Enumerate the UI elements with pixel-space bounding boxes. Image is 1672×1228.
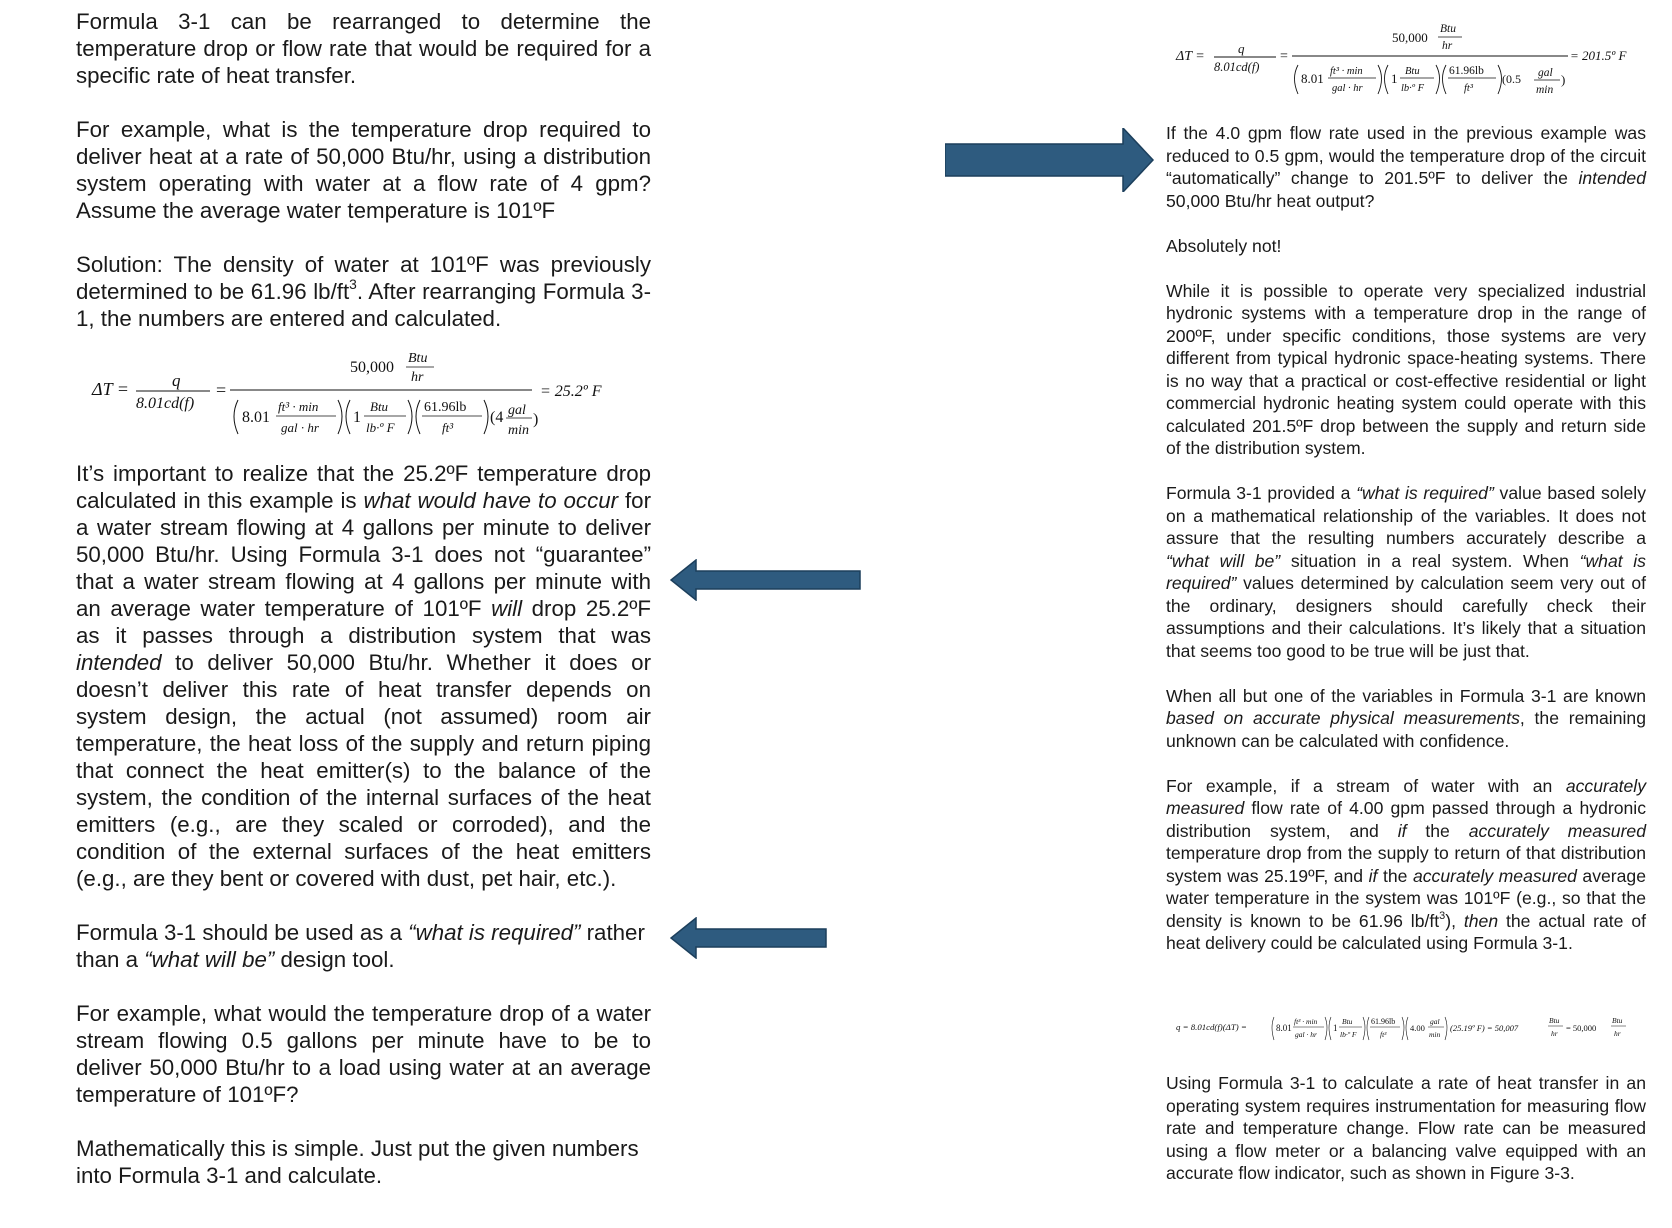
arrow-left-icon	[670, 917, 828, 959]
text-run: the actual rate of heat delivery could be calculated using Formula 3-1.	[1166, 910, 1647, 953]
emphasis: accurately measured	[1412, 865, 1577, 886]
paragraph: Absolutely not!	[1166, 235, 1282, 256]
eq-equals: =	[1280, 49, 1288, 64]
eq-denominator: 8.01cd(f)	[1214, 60, 1260, 74]
eq-specific-heat: 1	[353, 409, 361, 426]
eq-unit: gal	[1538, 67, 1553, 79]
eq-unit-btu: Btu	[408, 351, 428, 366]
emphasis: what would have to occur	[363, 488, 619, 513]
text-run: When all but one of the variables in Formula 3-1 are known	[1166, 685, 1646, 706]
eq-numerator: 50,000	[350, 359, 394, 376]
eq-constant: 8.01	[242, 409, 270, 426]
paragraph	[1166, 775, 1646, 955]
eq-unit: gal · hr	[1295, 1030, 1317, 1039]
paragraph	[1166, 482, 1646, 662]
paragraph	[1166, 122, 1646, 212]
right-column-lower	[1166, 1072, 1646, 1207]
arrow-right-icon	[945, 128, 1155, 192]
equation-heat-delivery	[1176, 1007, 1656, 1047]
left-column	[76, 8, 651, 359]
eq-unit-hr: hr	[1551, 1029, 1558, 1038]
eq-denominator: 8.01cd(f)	[136, 395, 195, 412]
text-run: Formula 3-1 provided a	[1166, 483, 1357, 503]
right-column	[1166, 122, 1646, 977]
paragraph: For example, what is the temperature drop required to deliver heat at a rate of 50,000 Btu/hr, using a distribution system operating with water at a flow rate of 4 gpm? Assume the average water temperature is 101ºF	[76, 117, 651, 223]
eq-unit-btu: Btu	[1549, 1016, 1560, 1025]
eq-unit: gal	[508, 403, 526, 418]
emphasis: based on accurate physical measurements	[1166, 708, 1520, 728]
paragraph	[76, 460, 651, 892]
eq-equals: =	[216, 380, 227, 400]
eq-unit-btu: Btu	[1612, 1016, 1623, 1025]
equation-temperature-drop-0-5gpm	[1176, 20, 1656, 110]
text-run: to deliver 50,000 Btu/hr. Whether it does or doesn’t deliver this rate of heat transfer depends on system design, the actual (not assumed) room air temperature, the heat loss of the supply and return piping that connect the heat emitter(s) to the balance of the system, the condition of the internal surfaces of the heat emitters (e.g., are they scaled or corroded), and the condition of the external surfaces of the heat emitters (e.g., are they bent or covered with dust, pet hair, etc.).	[76, 650, 651, 891]
emphasis: “what will be”	[144, 947, 275, 972]
eq-unit: ft³ · min	[1330, 66, 1363, 77]
eq-q: q	[1238, 41, 1245, 56]
eq-unit: ft³	[1464, 83, 1473, 94]
eq-close: )	[533, 411, 539, 428]
paragraph: Formula 3-1 can be rearranged to determine the temperature drop or flow rate that would be required for a specific rate of heat transfer.	[76, 9, 651, 88]
emphasis: intended	[76, 650, 162, 675]
text-run: rather than a	[76, 920, 645, 972]
text-run: the	[1406, 820, 1469, 841]
eq-unit: lb·º F	[1401, 83, 1425, 94]
text-run: values determined by calculation seem very out of the ordinary, designers should carefully check their assumptions and their calculations. It’s likely that a situation that seems too good to be true will be just that.	[1166, 573, 1646, 661]
eq-unit: ft³ · min	[1294, 1017, 1318, 1026]
text-run: Solution: The density of water at 101ºF was previously determined to be 61.96 lb/ft	[76, 252, 651, 304]
eq-unit-btu: Btu	[370, 399, 389, 414]
eq-unit: ft³	[1380, 1030, 1387, 1039]
text-run: Formula 3-1 should be used as a	[76, 920, 409, 945]
text-run: It’s important to realize that the 25.2ºF temperature drop calculated in this example is	[76, 461, 651, 513]
eq-unit: ft³	[442, 420, 454, 435]
emphasis: “what is required”	[1166, 550, 1646, 593]
eq-specific-heat: 1	[1333, 1023, 1338, 1033]
paragraph: Using Formula 3-1 to calculate a rate of heat transfer in an operating system requires instrumentation for measuring flow rate and temperature change. Flow rate can be measured using a flow meter or a balancing valve equipped with an accurate flow indicator, such as shown in Figure 3-3.	[1166, 1073, 1646, 1183]
left-column-lower	[76, 460, 651, 1216]
text-run: the	[1377, 865, 1413, 886]
eq-density: 61.96lb	[1371, 1017, 1396, 1026]
eq-unit-btu: Btu	[1342, 1017, 1353, 1026]
superscript: 3	[1439, 909, 1446, 922]
eq-flow: 4.00	[1410, 1023, 1425, 1033]
eq-unit-hr: hr	[1614, 1029, 1621, 1038]
eq-specific-heat: 1	[1391, 71, 1398, 86]
text-run: drop 25.2ºF as it passes through a distribution system that was	[76, 596, 651, 648]
eq-unit: min	[1536, 84, 1554, 96]
emphasis: “what is required”	[1356, 483, 1494, 503]
eq-lhs: ΔT =	[92, 379, 129, 399]
paragraph	[76, 251, 651, 332]
eq-numerator: 50,000	[1392, 30, 1428, 45]
text-run: For example, if a stream of water with an	[1166, 775, 1566, 796]
eq-constant: 8.01	[1276, 1023, 1292, 1033]
eq-unit: gal · hr	[1332, 83, 1363, 94]
equation-temperature-drop-4gpm	[88, 346, 648, 446]
emphasis: accurately measured	[1468, 820, 1647, 841]
eq-close: )	[1561, 72, 1566, 87]
eq-unit: lb·º F	[366, 420, 395, 435]
eq-unit: lb·º F	[1340, 1030, 1357, 1039]
eq-unit: min	[508, 423, 529, 438]
emphasis: then	[1463, 910, 1499, 931]
emphasis: accurately measured	[1166, 775, 1646, 818]
eq-result: = 50,000	[1566, 1023, 1597, 1033]
text-run: design tool.	[274, 947, 395, 972]
eq-unit-btu: Btu	[1405, 66, 1420, 77]
paragraph: While it is possible to operate very specialized industrial hydronic systems with a temperature drop in the range of 200ºF, under specific conditions, those systems are very different from typical hydronic space-heating systems. There is no way that a practical or cost-effective residential or light commercial hydronic heating system could operate with this calculated 201.5ºF drop between the supply and return side of the distribution system.	[1166, 280, 1646, 458]
eq-q: q	[172, 371, 181, 390]
text-run: , the remaining unknown can be calculated with confidence.	[1166, 708, 1646, 751]
emphasis: “what will be”	[1166, 550, 1281, 571]
text-run: average water temperature in the system was 101ºF (e.g., so that the density is known to be 61.96 lb/ft	[1166, 865, 1646, 931]
emphasis: if	[1397, 820, 1407, 841]
text-run: situation in a real system. When	[1280, 550, 1580, 571]
emphasis: if	[1368, 865, 1378, 886]
eq-unit-hr: hr	[1442, 40, 1453, 52]
arrow-left-icon	[670, 559, 862, 601]
eq-density: 61.96lb	[1449, 65, 1484, 77]
eq-delta-t: (25.19º F) = 50,007	[1450, 1023, 1519, 1033]
eq-result: = 201.5º F	[1570, 48, 1627, 63]
text-run: . After rearranging Formula 3-1, the numbers are entered and calculated.	[76, 279, 651, 331]
paragraph: Mathematically this is simple. Just put the given numbers into Formula 3-1 and calculate.	[76, 1136, 639, 1188]
eq-constant: 8.01	[1301, 71, 1324, 86]
eq-result: = 25.2º F	[540, 383, 602, 400]
eq-unit: gal	[1430, 1017, 1440, 1026]
paragraph	[76, 919, 651, 973]
eq-unit: gal · hr	[281, 420, 319, 435]
paragraph: For example, what would the temperature drop of a water stream flowing 0.5 gallons per minute have to be to deliver 50,000 Btu/hr to a load using water at an average temperature of 101ºF?	[76, 1001, 651, 1107]
text-run: flow rate of 4.00 gpm passed through a hydronic distribution system, and	[1166, 798, 1646, 841]
text-run: 50,000 Btu/hr heat output?	[1166, 190, 1375, 211]
emphasis: intended	[1578, 168, 1646, 188]
eq-flow: (4	[490, 409, 504, 426]
text-run: ),	[1445, 910, 1464, 931]
eq-density: 61.96lb	[424, 400, 467, 415]
eq-unit-btu: Btu	[1440, 23, 1456, 35]
eq-unit-hr: hr	[411, 370, 424, 385]
text-run: temperature drop from the supply to return of that distribution system was 25.19ºF, and	[1166, 843, 1646, 886]
eq-lhs: q = 8.01cd(f)(ΔT) =	[1176, 1022, 1247, 1032]
text-run: If the 4.0 gpm flow rate used in the previous example was reduced to 0.5 gpm, would the temperature drop of the circuit “automatically” change to 201.5ºF to deliver the	[1166, 123, 1646, 188]
eq-flow: (0.5	[1502, 72, 1521, 86]
text-run: for a water stream flowing at 4 gallons per minute to deliver 50,000 Btu/hr. Using Formula 3-1 does not “guarantee” that a water stream flowing at 4 gallons per minute with an average water temperature of 101ºF	[76, 488, 651, 621]
superscript: 3	[349, 276, 357, 293]
eq-unit: min	[1429, 1030, 1441, 1039]
paragraph	[1166, 685, 1646, 753]
eq-unit: ft³ · min	[278, 399, 319, 414]
text-run: value based solely on a mathematical relationship of the variables. It does not assure that the resulting numbers accurately describe a	[1166, 483, 1647, 548]
emphasis: will	[491, 596, 523, 621]
emphasis: “what is required”	[408, 920, 581, 945]
eq-lhs: ΔT =	[1176, 49, 1205, 64]
